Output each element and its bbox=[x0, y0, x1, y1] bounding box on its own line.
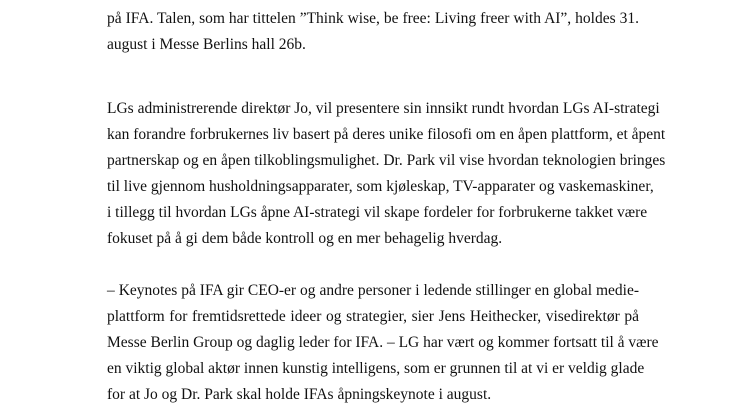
text-line: august i Messe Berlins hall 26b. bbox=[107, 36, 306, 53]
paragraph-ceo-presentation bbox=[107, 96, 666, 252]
text-line: LGs administrerende direktør Jo, vil presentere sin innsikt rundt hvordan LGs AI-strategi bbox=[107, 100, 660, 117]
text-line: plattform for fremtidsrettede ideer og strategier, sier Jens Heithecker, visedirektør på bbox=[107, 308, 639, 325]
text-line: en viktig global aktør innen kunstig intelligens, som er grunnen til at vi er veldig glade bbox=[107, 360, 645, 377]
text-line: Messe Berlin Group og daglig leder for IFA. – LG har vært og kommer fortsatt til å være bbox=[107, 334, 659, 351]
text-line: kan forandre forbrukernes liv basert på deres unike filosofi om en åpen plattform, et åpent bbox=[107, 126, 666, 143]
text-line: for at Jo og Dr. Park skal holde IFAs åpningskeynote i august. bbox=[107, 386, 492, 403]
text-line: på IFA. Talen, som har tittelen ”Think wise, be free: Living freer with AI”, holdes 31. bbox=[107, 10, 639, 27]
text-line: i tillegg til hvordan LGs åpne AI-strategi vil skape fordeler for forbrukerne takket være bbox=[107, 204, 648, 221]
text-line: til live gjennom husholdningsapparater, som kjøleskap, TV-apparater og vaskemaskiner, bbox=[107, 178, 654, 195]
text-line: fokuset på å gi dem både kontroll og en mer behagelig hverdag. bbox=[107, 230, 503, 247]
text-line: – Keynotes på IFA gir CEO-er og andre personer i ledende stillinger en global medie- bbox=[107, 282, 639, 299]
paragraph-quote bbox=[107, 278, 659, 408]
text-line: partnerskap og en åpen tilkoblingsmulighet. Dr. Park vil vise hvordan teknologien bringes bbox=[107, 152, 666, 169]
paragraph-talk-details bbox=[107, 6, 639, 58]
